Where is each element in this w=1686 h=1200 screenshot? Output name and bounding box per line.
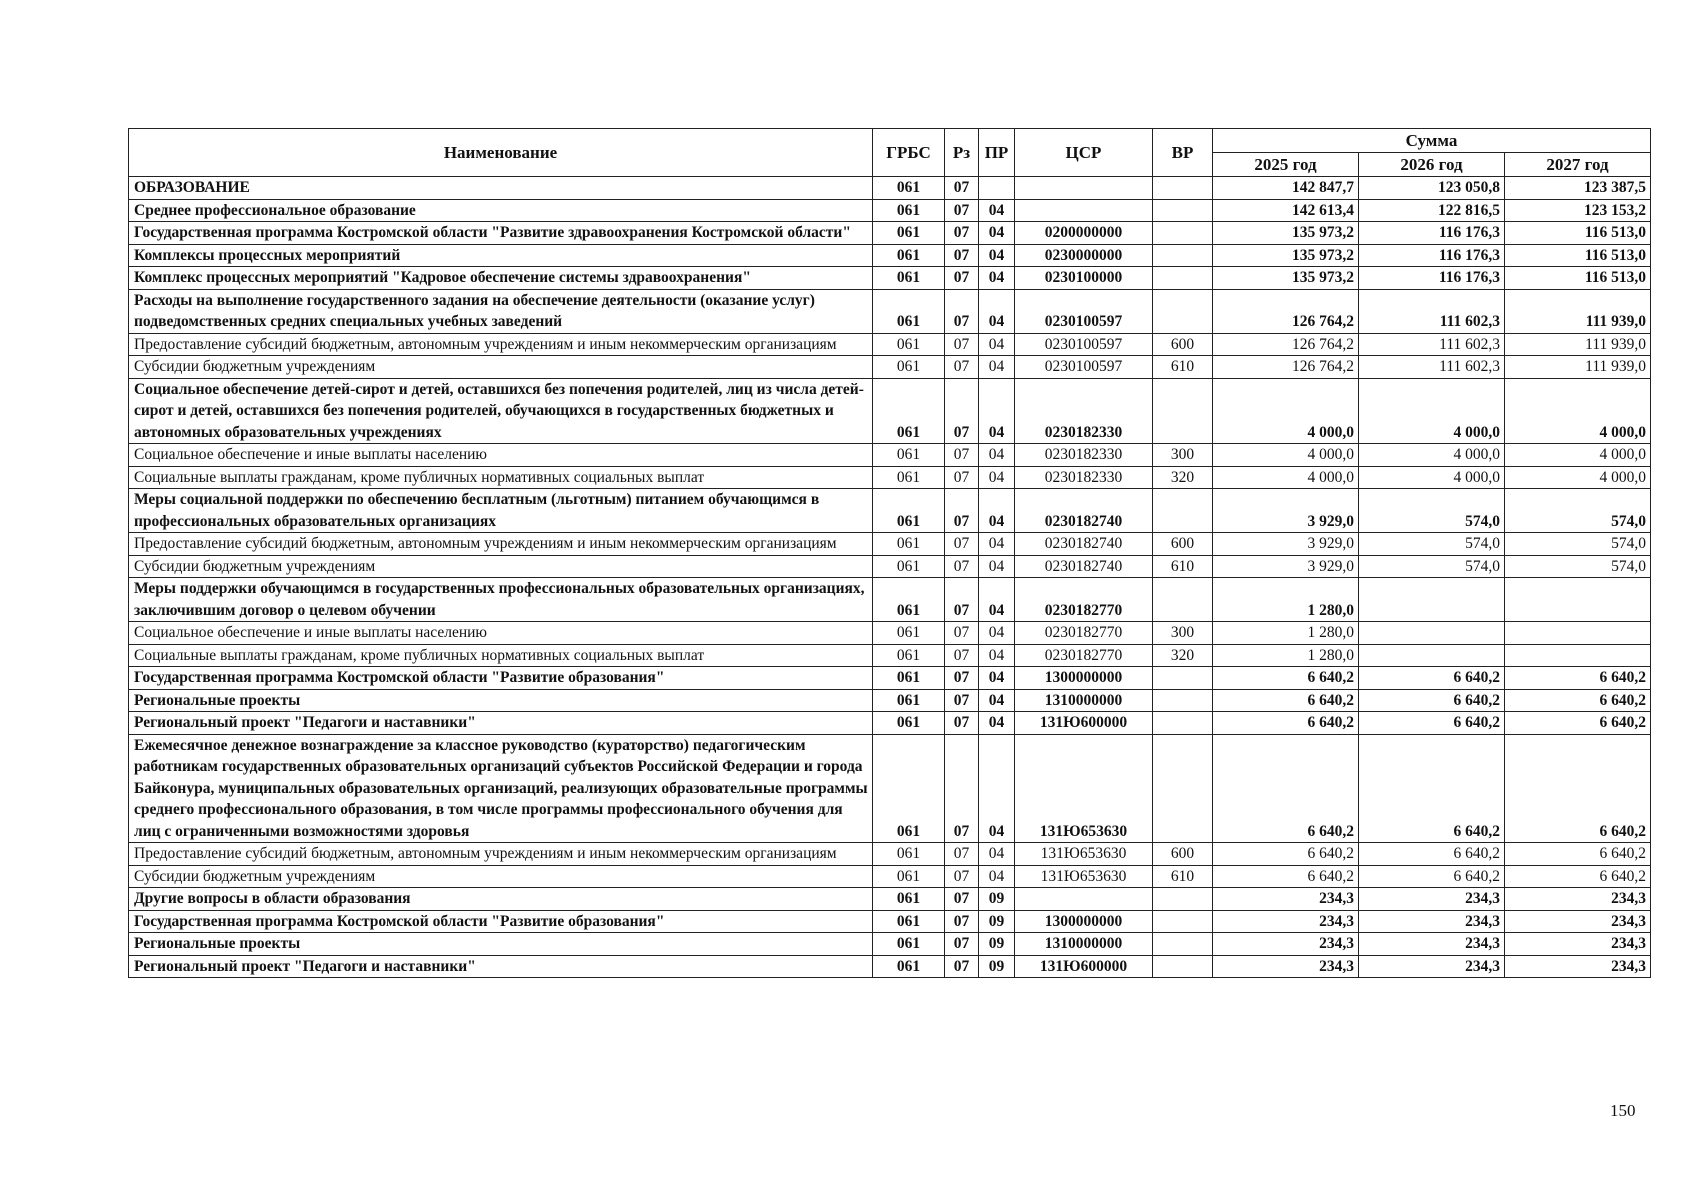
cell-grbs: 061 bbox=[873, 378, 945, 444]
cell-2025: 126 764,2 bbox=[1213, 333, 1359, 356]
cell-2027: 111 939,0 bbox=[1505, 289, 1651, 333]
cell-grbs: 061 bbox=[873, 865, 945, 888]
cell-2025: 142 847,7 bbox=[1213, 177, 1359, 200]
table-row bbox=[129, 865, 1651, 888]
cell-2025: 1 280,0 bbox=[1213, 644, 1359, 667]
cell-csr: 131Ю653630 bbox=[1015, 865, 1153, 888]
cell-2026: 111 602,3 bbox=[1359, 356, 1505, 379]
cell-pr: 09 bbox=[979, 955, 1015, 978]
cell-2027: 234,3 bbox=[1505, 933, 1651, 956]
cell-vr bbox=[1153, 289, 1213, 333]
cell-rz: 07 bbox=[945, 555, 979, 578]
cell-pr: 04 bbox=[979, 689, 1015, 712]
cell-name: Меры поддержки обучающимся в государственных профессиональных образовательных организациях, заключившим договор о целевом обучении bbox=[129, 578, 873, 622]
header-name: Наименование bbox=[129, 129, 873, 177]
cell-2027 bbox=[1505, 578, 1651, 622]
cell-vr: 300 bbox=[1153, 444, 1213, 467]
cell-rz: 07 bbox=[945, 734, 979, 843]
table-row bbox=[129, 489, 1651, 533]
cell-2026: 4 000,0 bbox=[1359, 466, 1505, 489]
cell-name: Меры социальной поддержки по обеспечению бесплатным (льготным) питанием обучающимся в профессиональных образовательных организациях bbox=[129, 489, 873, 533]
cell-2025: 135 973,2 bbox=[1213, 267, 1359, 290]
cell-2026 bbox=[1359, 644, 1505, 667]
cell-pr: 09 bbox=[979, 933, 1015, 956]
cell-pr: 04 bbox=[979, 533, 1015, 556]
cell-rz: 07 bbox=[945, 622, 979, 645]
cell-name: Социальное обеспечение и иные выплаты населению bbox=[129, 622, 873, 645]
cell-vr: 320 bbox=[1153, 466, 1213, 489]
cell-2027: 574,0 bbox=[1505, 489, 1651, 533]
cell-pr: 04 bbox=[979, 199, 1015, 222]
cell-vr bbox=[1153, 712, 1213, 735]
cell-vr bbox=[1153, 689, 1213, 712]
cell-2026: 4 000,0 bbox=[1359, 444, 1505, 467]
cell-2026: 234,3 bbox=[1359, 933, 1505, 956]
cell-vr: 300 bbox=[1153, 622, 1213, 645]
cell-csr: 0230182330 bbox=[1015, 378, 1153, 444]
cell-pr: 04 bbox=[979, 712, 1015, 735]
cell-csr: 0200000000 bbox=[1015, 222, 1153, 245]
cell-rz: 07 bbox=[945, 955, 979, 978]
cell-pr bbox=[979, 177, 1015, 200]
cell-csr bbox=[1015, 177, 1153, 200]
cell-csr: 1310000000 bbox=[1015, 689, 1153, 712]
header-pr: ПР bbox=[979, 129, 1015, 177]
cell-vr bbox=[1153, 489, 1213, 533]
cell-2026: 574,0 bbox=[1359, 489, 1505, 533]
cell-rz: 07 bbox=[945, 910, 979, 933]
cell-2025: 4 000,0 bbox=[1213, 466, 1359, 489]
header-csr: ЦСР bbox=[1015, 129, 1153, 177]
cell-grbs: 061 bbox=[873, 667, 945, 690]
cell-pr: 04 bbox=[979, 444, 1015, 467]
cell-vr: 610 bbox=[1153, 555, 1213, 578]
cell-2026: 116 176,3 bbox=[1359, 267, 1505, 290]
cell-vr bbox=[1153, 267, 1213, 290]
cell-name: Расходы на выполнение государственного задания на обеспечение деятельности (оказание услуг) подведомственных средних специальных учебных заведений bbox=[129, 289, 873, 333]
cell-2026: 574,0 bbox=[1359, 533, 1505, 556]
cell-2025: 126 764,2 bbox=[1213, 289, 1359, 333]
header-2026: 2026 год bbox=[1359, 153, 1505, 177]
cell-rz: 07 bbox=[945, 222, 979, 245]
cell-vr bbox=[1153, 955, 1213, 978]
cell-2025: 135 973,2 bbox=[1213, 244, 1359, 267]
cell-vr bbox=[1153, 910, 1213, 933]
table-row bbox=[129, 933, 1651, 956]
cell-pr: 04 bbox=[979, 244, 1015, 267]
cell-2025: 234,3 bbox=[1213, 910, 1359, 933]
cell-grbs: 061 bbox=[873, 199, 945, 222]
table-row bbox=[129, 244, 1651, 267]
cell-rz: 07 bbox=[945, 865, 979, 888]
cell-rz: 07 bbox=[945, 578, 979, 622]
cell-2025: 234,3 bbox=[1213, 955, 1359, 978]
cell-2027: 6 640,2 bbox=[1505, 667, 1651, 690]
cell-2026: 123 050,8 bbox=[1359, 177, 1505, 200]
cell-name: Другие вопросы в области образования bbox=[129, 888, 873, 911]
cell-csr: 131Ю600000 bbox=[1015, 712, 1153, 735]
cell-grbs: 061 bbox=[873, 333, 945, 356]
cell-csr: 0230182330 bbox=[1015, 444, 1153, 467]
cell-name: Региональный проект "Педагоги и наставники" bbox=[129, 712, 873, 735]
cell-2025: 234,3 bbox=[1213, 888, 1359, 911]
cell-grbs: 061 bbox=[873, 955, 945, 978]
cell-grbs: 061 bbox=[873, 712, 945, 735]
cell-csr: 0230100597 bbox=[1015, 289, 1153, 333]
cell-rz: 07 bbox=[945, 444, 979, 467]
cell-vr: 610 bbox=[1153, 356, 1213, 379]
cell-grbs: 061 bbox=[873, 734, 945, 843]
cell-vr bbox=[1153, 578, 1213, 622]
cell-2025: 126 764,2 bbox=[1213, 356, 1359, 379]
table-row bbox=[129, 222, 1651, 245]
table-row bbox=[129, 333, 1651, 356]
table-row bbox=[129, 378, 1651, 444]
header-2025: 2025 год bbox=[1213, 153, 1359, 177]
cell-grbs: 061 bbox=[873, 622, 945, 645]
cell-vr bbox=[1153, 734, 1213, 843]
cell-name: Предоставление субсидий бюджетным, автономным учреждениям и иным некоммерческим организациям bbox=[129, 533, 873, 556]
cell-rz: 07 bbox=[945, 888, 979, 911]
table-row bbox=[129, 955, 1651, 978]
cell-rz: 07 bbox=[945, 667, 979, 690]
header-vr: ВР bbox=[1153, 129, 1213, 177]
cell-2025: 4 000,0 bbox=[1213, 444, 1359, 467]
cell-2027: 6 640,2 bbox=[1505, 712, 1651, 735]
cell-grbs: 061 bbox=[873, 466, 945, 489]
cell-pr: 04 bbox=[979, 555, 1015, 578]
cell-name: Социальное обеспечение и иные выплаты населению bbox=[129, 444, 873, 467]
cell-rz: 07 bbox=[945, 689, 979, 712]
cell-2025: 6 640,2 bbox=[1213, 843, 1359, 866]
cell-2025: 1 280,0 bbox=[1213, 578, 1359, 622]
header-sum: Сумма bbox=[1213, 129, 1651, 153]
cell-name: Социальные выплаты гражданам, кроме публичных нормативных социальных выплат bbox=[129, 466, 873, 489]
cell-2027: 111 939,0 bbox=[1505, 333, 1651, 356]
cell-name: Субсидии бюджетным учреждениям bbox=[129, 555, 873, 578]
cell-vr: 600 bbox=[1153, 333, 1213, 356]
cell-vr bbox=[1153, 378, 1213, 444]
cell-2026: 6 640,2 bbox=[1359, 689, 1505, 712]
cell-pr: 04 bbox=[979, 356, 1015, 379]
cell-grbs: 061 bbox=[873, 489, 945, 533]
cell-csr: 0230182770 bbox=[1015, 578, 1153, 622]
cell-name: Комплексы процессных мероприятий bbox=[129, 244, 873, 267]
cell-csr: 131Ю653630 bbox=[1015, 843, 1153, 866]
cell-csr: 1310000000 bbox=[1015, 933, 1153, 956]
cell-2025: 234,3 bbox=[1213, 933, 1359, 956]
cell-rz: 07 bbox=[945, 177, 979, 200]
cell-2027: 4 000,0 bbox=[1505, 444, 1651, 467]
cell-2026: 6 640,2 bbox=[1359, 734, 1505, 843]
cell-2027: 4 000,0 bbox=[1505, 466, 1651, 489]
table-row bbox=[129, 289, 1651, 333]
cell-csr: 0230182330 bbox=[1015, 466, 1153, 489]
cell-rz: 07 bbox=[945, 244, 979, 267]
cell-grbs: 061 bbox=[873, 267, 945, 290]
cell-rz: 07 bbox=[945, 466, 979, 489]
cell-2027: 574,0 bbox=[1505, 533, 1651, 556]
table-row bbox=[129, 555, 1651, 578]
cell-pr: 04 bbox=[979, 222, 1015, 245]
cell-name: Субсидии бюджетным учреждениям bbox=[129, 865, 873, 888]
cell-name: Комплекс процессных мероприятий "Кадровое обеспечение системы здравоохранения" bbox=[129, 267, 873, 290]
cell-2025: 1 280,0 bbox=[1213, 622, 1359, 645]
cell-vr bbox=[1153, 667, 1213, 690]
table-body bbox=[129, 177, 1651, 978]
cell-2027: 116 513,0 bbox=[1505, 267, 1651, 290]
cell-2026: 234,3 bbox=[1359, 955, 1505, 978]
cell-name: Региональные проекты bbox=[129, 933, 873, 956]
cell-vr bbox=[1153, 199, 1213, 222]
cell-csr: 0230182740 bbox=[1015, 533, 1153, 556]
table-row bbox=[129, 667, 1651, 690]
cell-2025: 3 929,0 bbox=[1213, 555, 1359, 578]
cell-2027: 234,3 bbox=[1505, 888, 1651, 911]
cell-csr: 0230182770 bbox=[1015, 622, 1153, 645]
cell-2026: 234,3 bbox=[1359, 910, 1505, 933]
cell-name: Социальные выплаты гражданам, кроме публичных нормативных социальных выплат bbox=[129, 644, 873, 667]
cell-2027: 574,0 bbox=[1505, 555, 1651, 578]
cell-2027: 234,3 bbox=[1505, 910, 1651, 933]
cell-2027: 111 939,0 bbox=[1505, 356, 1651, 379]
table-row bbox=[129, 444, 1651, 467]
cell-name: Региональный проект "Педагоги и наставники" bbox=[129, 955, 873, 978]
cell-2027: 123 153,2 bbox=[1505, 199, 1651, 222]
cell-pr: 09 bbox=[979, 910, 1015, 933]
budget-table bbox=[128, 128, 1651, 978]
cell-2027: 6 640,2 bbox=[1505, 734, 1651, 843]
cell-grbs: 061 bbox=[873, 644, 945, 667]
cell-2026: 116 176,3 bbox=[1359, 244, 1505, 267]
cell-rz: 07 bbox=[945, 378, 979, 444]
cell-name: Государственная программа Костромской области "Развитие образования" bbox=[129, 667, 873, 690]
cell-2026: 234,3 bbox=[1359, 888, 1505, 911]
cell-2026: 6 640,2 bbox=[1359, 865, 1505, 888]
cell-2025: 6 640,2 bbox=[1213, 734, 1359, 843]
cell-csr: 0230100597 bbox=[1015, 356, 1153, 379]
cell-pr: 04 bbox=[979, 667, 1015, 690]
cell-vr: 600 bbox=[1153, 843, 1213, 866]
cell-pr: 04 bbox=[979, 289, 1015, 333]
cell-name: Государственная программа Костромской области "Развитие образования" bbox=[129, 910, 873, 933]
cell-pr: 04 bbox=[979, 622, 1015, 645]
cell-rz: 07 bbox=[945, 489, 979, 533]
cell-pr: 04 bbox=[979, 734, 1015, 843]
cell-2026: 6 640,2 bbox=[1359, 667, 1505, 690]
page-number: 150 bbox=[1610, 1101, 1636, 1120]
table-row bbox=[129, 843, 1651, 866]
cell-csr bbox=[1015, 888, 1153, 911]
cell-2025: 142 613,4 bbox=[1213, 199, 1359, 222]
cell-2027: 6 640,2 bbox=[1505, 865, 1651, 888]
cell-rz: 07 bbox=[945, 199, 979, 222]
cell-rz: 07 bbox=[945, 712, 979, 735]
table-row bbox=[129, 267, 1651, 290]
cell-vr bbox=[1153, 222, 1213, 245]
cell-pr: 04 bbox=[979, 378, 1015, 444]
cell-pr: 04 bbox=[979, 333, 1015, 356]
cell-csr: 0230182740 bbox=[1015, 489, 1153, 533]
cell-2027: 116 513,0 bbox=[1505, 244, 1651, 267]
cell-pr: 04 bbox=[979, 865, 1015, 888]
cell-2027: 6 640,2 bbox=[1505, 689, 1651, 712]
cell-rz: 07 bbox=[945, 289, 979, 333]
table-row bbox=[129, 910, 1651, 933]
cell-2026: 111 602,3 bbox=[1359, 289, 1505, 333]
cell-name: Социальное обеспечение детей-сирот и детей, оставшихся без попечения родителей, лиц из числа детей-сирот и детей, оставшихся без попечения родителей, обучающихся в государственных бюджетных и автономных образовательных учреждениях bbox=[129, 378, 873, 444]
cell-name: Среднее профессиональное образование bbox=[129, 199, 873, 222]
cell-csr: 0230000000 bbox=[1015, 244, 1153, 267]
cell-grbs: 061 bbox=[873, 177, 945, 200]
cell-2026: 574,0 bbox=[1359, 555, 1505, 578]
table-row bbox=[129, 644, 1651, 667]
cell-name: Государственная программа Костромской области "Развитие здравоохранения Костромской области" bbox=[129, 222, 873, 245]
table-row bbox=[129, 712, 1651, 735]
cell-2027 bbox=[1505, 644, 1651, 667]
cell-name: Субсидии бюджетным учреждениям bbox=[129, 356, 873, 379]
cell-2025: 6 640,2 bbox=[1213, 865, 1359, 888]
cell-vr bbox=[1153, 888, 1213, 911]
cell-grbs: 061 bbox=[873, 888, 945, 911]
table-row bbox=[129, 533, 1651, 556]
cell-name: Региональные проекты bbox=[129, 689, 873, 712]
cell-grbs: 061 bbox=[873, 356, 945, 379]
cell-2026: 4 000,0 bbox=[1359, 378, 1505, 444]
cell-csr: 0230100000 bbox=[1015, 267, 1153, 290]
cell-2027: 6 640,2 bbox=[1505, 843, 1651, 866]
cell-grbs: 061 bbox=[873, 444, 945, 467]
cell-rz: 07 bbox=[945, 356, 979, 379]
header-grbs: ГРБС bbox=[873, 129, 945, 177]
header-rz: Рз bbox=[945, 129, 979, 177]
cell-name: ОБРАЗОВАНИЕ bbox=[129, 177, 873, 200]
cell-vr bbox=[1153, 244, 1213, 267]
cell-pr: 04 bbox=[979, 578, 1015, 622]
cell-2026 bbox=[1359, 578, 1505, 622]
cell-rz: 07 bbox=[945, 533, 979, 556]
cell-2025: 6 640,2 bbox=[1213, 689, 1359, 712]
cell-csr: 1300000000 bbox=[1015, 910, 1153, 933]
cell-2026 bbox=[1359, 622, 1505, 645]
cell-2026: 6 640,2 bbox=[1359, 712, 1505, 735]
cell-2025: 3 929,0 bbox=[1213, 533, 1359, 556]
cell-vr: 600 bbox=[1153, 533, 1213, 556]
cell-csr: 131Ю653630 bbox=[1015, 734, 1153, 843]
table-row bbox=[129, 689, 1651, 712]
cell-grbs: 061 bbox=[873, 289, 945, 333]
cell-csr: 131Ю600000 bbox=[1015, 955, 1153, 978]
cell-pr: 04 bbox=[979, 644, 1015, 667]
cell-2026: 111 602,3 bbox=[1359, 333, 1505, 356]
cell-2027: 4 000,0 bbox=[1505, 378, 1651, 444]
cell-csr: 0230182740 bbox=[1015, 555, 1153, 578]
cell-vr bbox=[1153, 177, 1213, 200]
table-row bbox=[129, 578, 1651, 622]
cell-csr: 0230182770 bbox=[1015, 644, 1153, 667]
table-row bbox=[129, 734, 1651, 843]
cell-grbs: 061 bbox=[873, 578, 945, 622]
cell-name: Предоставление субсидий бюджетным, автономным учреждениям и иным некоммерческим организациям bbox=[129, 843, 873, 866]
cell-2025: 6 640,2 bbox=[1213, 712, 1359, 735]
cell-pr: 09 bbox=[979, 888, 1015, 911]
table-row bbox=[129, 888, 1651, 911]
cell-grbs: 061 bbox=[873, 933, 945, 956]
cell-2026: 116 176,3 bbox=[1359, 222, 1505, 245]
cell-grbs: 061 bbox=[873, 910, 945, 933]
table-row bbox=[129, 199, 1651, 222]
cell-pr: 04 bbox=[979, 843, 1015, 866]
table-row bbox=[129, 466, 1651, 489]
cell-csr: 0230100597 bbox=[1015, 333, 1153, 356]
cell-rz: 07 bbox=[945, 843, 979, 866]
cell-grbs: 061 bbox=[873, 555, 945, 578]
cell-vr bbox=[1153, 933, 1213, 956]
cell-grbs: 061 bbox=[873, 843, 945, 866]
cell-name: Ежемесячное денежное вознаграждение за классное руководство (кураторство) педагогическим работникам государственных образовательных организаций субъектов Российской Федерации и города Байконура, муниципальных образовательных организаций, реализующих образовательные программы среднего профессионального образования, в том числе программы профессионального обучения для лиц с ограниченными возможностями здоровья bbox=[129, 734, 873, 843]
table-row bbox=[129, 622, 1651, 645]
cell-2025: 6 640,2 bbox=[1213, 667, 1359, 690]
cell-2027: 123 387,5 bbox=[1505, 177, 1651, 200]
cell-vr: 610 bbox=[1153, 865, 1213, 888]
cell-csr bbox=[1015, 199, 1153, 222]
cell-csr: 1300000000 bbox=[1015, 667, 1153, 690]
header-2027: 2027 год bbox=[1505, 153, 1651, 177]
cell-2026: 6 640,2 bbox=[1359, 843, 1505, 866]
cell-rz: 07 bbox=[945, 267, 979, 290]
cell-name: Предоставление субсидий бюджетным, автономным учреждениям и иным некоммерческим организациям bbox=[129, 333, 873, 356]
table-row bbox=[129, 177, 1651, 200]
cell-2027: 116 513,0 bbox=[1505, 222, 1651, 245]
cell-vr: 320 bbox=[1153, 644, 1213, 667]
cell-pr: 04 bbox=[979, 267, 1015, 290]
cell-grbs: 061 bbox=[873, 533, 945, 556]
cell-pr: 04 bbox=[979, 466, 1015, 489]
cell-grbs: 061 bbox=[873, 222, 945, 245]
cell-rz: 07 bbox=[945, 644, 979, 667]
cell-pr: 04 bbox=[979, 489, 1015, 533]
cell-rz: 07 bbox=[945, 333, 979, 356]
cell-2027 bbox=[1505, 622, 1651, 645]
cell-2027: 234,3 bbox=[1505, 955, 1651, 978]
cell-2025: 3 929,0 bbox=[1213, 489, 1359, 533]
cell-2025: 135 973,2 bbox=[1213, 222, 1359, 245]
cell-2025: 4 000,0 bbox=[1213, 378, 1359, 444]
cell-grbs: 061 bbox=[873, 689, 945, 712]
table-row bbox=[129, 356, 1651, 379]
cell-2026: 122 816,5 bbox=[1359, 199, 1505, 222]
cell-rz: 07 bbox=[945, 933, 979, 956]
cell-grbs: 061 bbox=[873, 244, 945, 267]
